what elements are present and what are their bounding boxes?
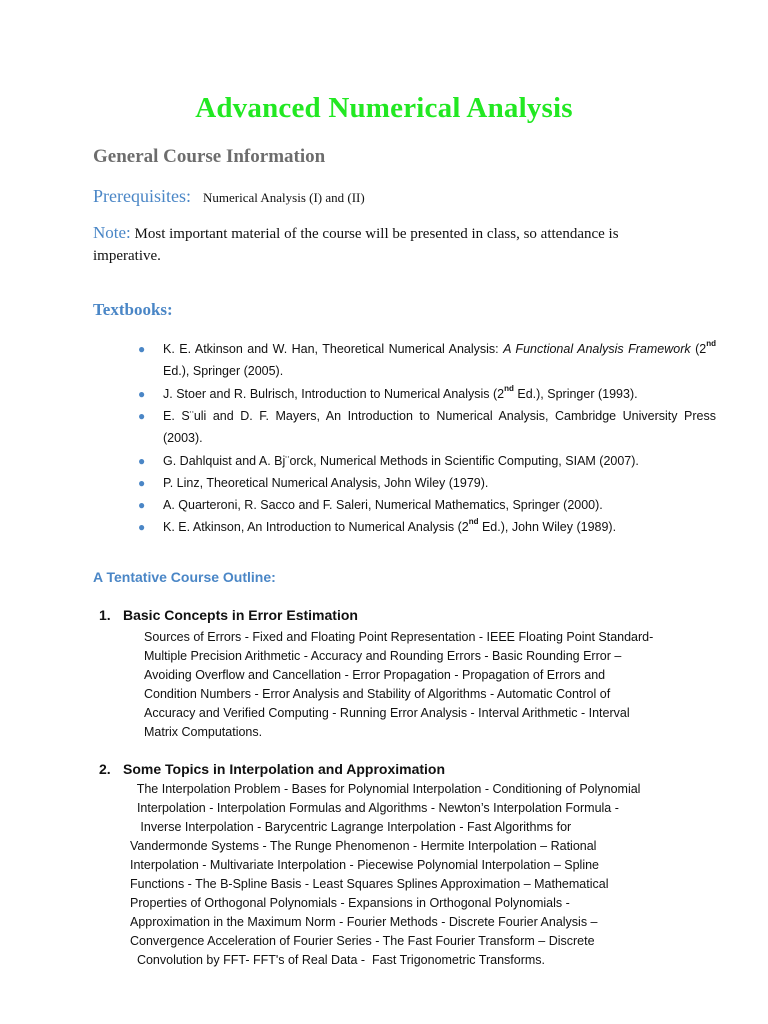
bullet-icon: ● [138, 409, 146, 423]
section-line: Properties of Orthogonal Polynomials - Expansions in Orthogonal Polynomials - [130, 896, 570, 910]
prerequisites-value: Numerical Analysis (I) and (II) [203, 190, 365, 205]
bullet-icon: ● [138, 342, 146, 356]
section-body [130, 780, 730, 970]
section-line: Sources of Errors - Fixed and Floating Point Representation - IEEE Floating Point Standard- [144, 630, 654, 644]
bullet-icon: ● [138, 520, 146, 534]
prerequisites-line [93, 186, 365, 207]
textbook-text: K. E. Atkinson, An Introduction to Numerical Analysis (2 [163, 520, 469, 534]
section-heading [99, 607, 358, 623]
section-line: Accuracy and Verified Computing - Running Error Analysis - Interval Arithmetic - Interval [144, 706, 630, 720]
section-line: Interpolation - Multivariate Interpolation - Piecewise Polynomial Interpolation – Spline [130, 858, 600, 872]
section-number: 2. [99, 761, 111, 777]
outline-heading: A Tentative Course Outline: [93, 569, 276, 585]
textbook-text: K. E. Atkinson and W. Han, Theoretical Numerical Analysis: [163, 342, 499, 356]
page-title: Advanced Numerical Analysis [195, 92, 573, 124]
textbook-text: J. Stoer and R. Bulrisch, Introduction to Numerical Analysis (2 [163, 387, 505, 401]
textbook-sup: nd [468, 517, 479, 526]
textbook-sup: nd [504, 384, 514, 393]
section-line: Vandermonde Systems - The Runge Phenomenon - Hermite Interpolation – Rational [130, 839, 597, 853]
textbook-list [138, 338, 716, 538]
prerequisites-colon: : [185, 186, 191, 206]
textbook-item [138, 450, 716, 472]
bullet-icon: ● [138, 387, 146, 401]
section-number: 1. [99, 607, 111, 623]
textbook-text: (2 [690, 342, 707, 356]
bullet-icon: ● [138, 454, 146, 468]
section-line: Condition Numbers - Error Analysis and Stability of Algorithms - Automatic Control of [144, 687, 611, 701]
textbook-text: Ed.), John Wiley (1989). [478, 520, 617, 534]
note-paragraph [93, 222, 653, 267]
textbook-sup: nd [706, 339, 716, 348]
section-line: Matrix Computations. [144, 725, 263, 739]
section-line: Interpolation - Interpolation Formulas and Algorithms - Newton’s Interpolation Formula - [130, 801, 619, 815]
section-line: Avoiding Overflow and Cancellation - Error Propagation - Propagation of Errors and [144, 668, 606, 682]
general-course-heading: General Course Information [93, 146, 326, 167]
section-line: The Interpolation Problem - Bases for Polynomial Interpolation - Conditioning of Polynomial [130, 782, 641, 796]
section-line: Convolution by FFT- FFT's of Real Data - Fast Trigonometric Transforms. [130, 953, 546, 967]
section-line: Convergence Acceleration of Fourier Series - The Fast Fourier Transform – Discrete [130, 934, 595, 948]
section-body [144, 628, 724, 742]
textbook-item [138, 494, 716, 516]
textbook-item [138, 338, 716, 382]
textbook-item [138, 472, 716, 494]
textbook-text: Ed.), Springer (2005). [163, 364, 284, 378]
section-line: Approximation in the Maximum Norm - Fourier Methods - Discrete Fourier Analysis – [130, 915, 598, 929]
textbook-italic-title: A Functional Analysis Framework [503, 342, 691, 356]
bullet-icon: ● [138, 498, 146, 512]
textbook-text: G. Dahlquist and A. Bj¨orck, Numerical Methods in Scientific Computing, SIAM (2007). [163, 454, 639, 468]
note-label: Note: [93, 223, 131, 242]
textbook-text: P. Linz, Theoretical Numerical Analysis, John Wiley (1979). [163, 476, 489, 490]
section-line: Multiple Precision Arithmetic - Accuracy and Rounding Errors - Basic Rounding Error – [144, 649, 622, 663]
section-title: Some Topics in Interpolation and Approximation [123, 761, 446, 777]
textbook-text: E. S¨uli and D. F. Mayers, An Introduction to Numerical Analysis, Cambridge University Press (2003). [163, 409, 716, 445]
prerequisites-label: Prerequisites [93, 186, 186, 206]
textbooks-heading: Textbooks: [93, 300, 173, 319]
note-text: Most important material of the course will be presented in class, so attendance is imperative. [93, 226, 619, 264]
section-line: Inverse Interpolation - Barycentric Lagrange Interpolation - Fast Algorithms for [130, 820, 572, 834]
textbook-text: A. Quarteroni, R. Sacco and F. Saleri, Numerical Mathematics, Springer (2000). [163, 498, 603, 512]
section-line: Functions - The B-Spline Basis - Least Squares Splines Approximation – Mathematical [130, 877, 609, 891]
section-heading [99, 761, 445, 777]
section-title: Basic Concepts in Error Estimation [123, 607, 358, 623]
textbook-item [138, 516, 716, 538]
textbook-item [138, 383, 716, 405]
textbook-item [138, 405, 716, 449]
textbook-text: Ed.), Springer (1993). [513, 387, 638, 401]
bullet-icon: ● [138, 476, 146, 490]
